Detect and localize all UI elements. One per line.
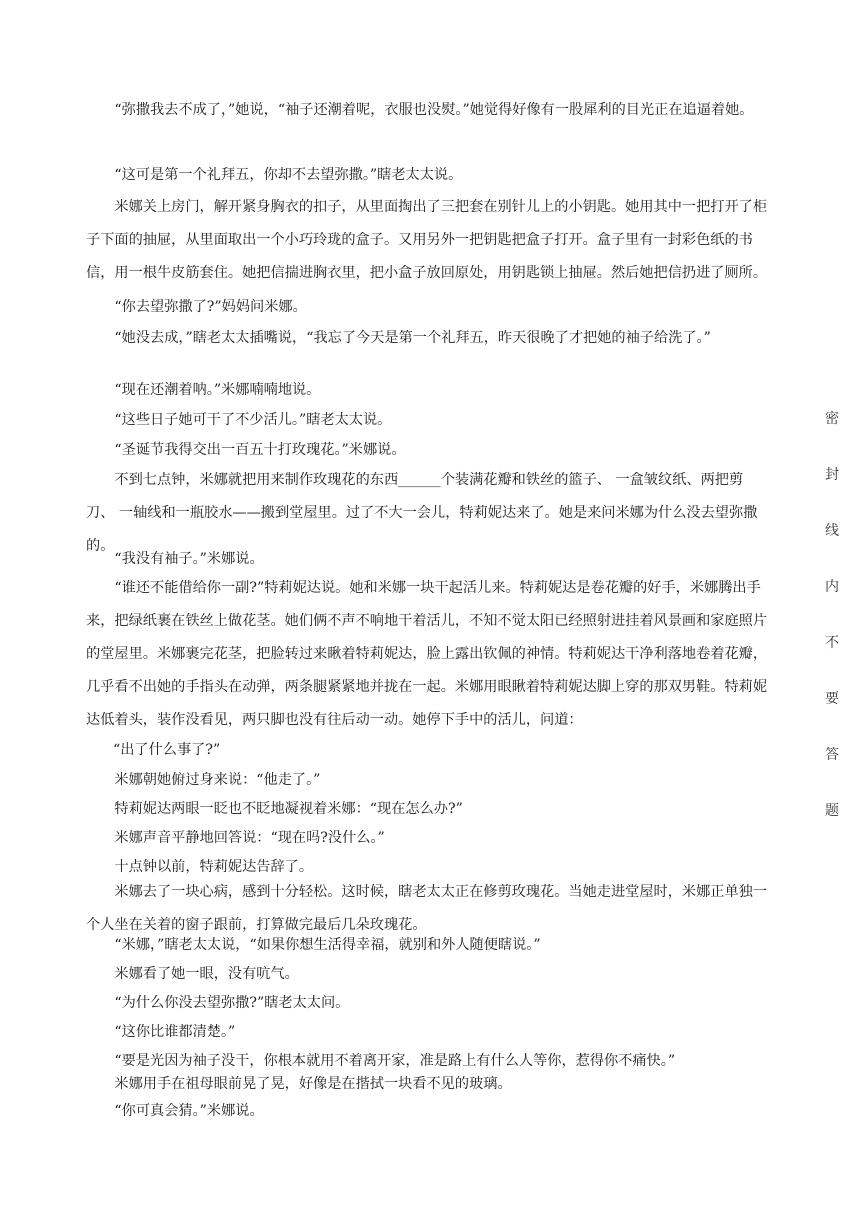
seal-char: 密 [825, 411, 839, 427]
paragraph: “米娜，”瞎老太太说，“如果你想生活得幸福，就别和外人随便瞎说。” [114, 937, 541, 953]
paragraph: 米娜看了她一眼，没有吭气。 [114, 966, 299, 982]
paragraph: “你可真会猜。”米娜说。 [114, 1103, 264, 1119]
paragraph: 十点钟以前，特莉妮达告辞了。 [114, 859, 314, 875]
paragraph: “这些日子她可干了不少活儿。”瞎老太太说。 [114, 412, 392, 428]
paragraph: 不到七点钟，米娜就把用来制作玫瑰花的东西______个装满花瓣和铁丝的篮子、 一盒皱纹纸、两把剪刀、 一轴线和一瓶胶水——搬到堂屋里。过了不大一会儿，特莉妮达来了。她是来问米娜为什么没去望弥撒的。 [86, 472, 758, 554]
paragraph: 米娜关上房门，解开紧身胸衣的扣子，从里面掏出了三把套在别针儿上的小钥匙。她用其中一把打开了柜子下面的抽屉，从里面取出一个小巧玲珑的盒子。又用另外一把钥匙把盒子打开。盒子里有一封彩色纸的书信，用一根牛皮筋套住。她把信揣进胸衣里，把小盒子放回原处，用钥匙锁上抽屉。然后她把信扔进了厕所。 [86, 199, 768, 281]
seal-char: 内 [825, 579, 839, 595]
paragraph: “谁还不能借给你一副?”特莉妮达说。她和米娜一块干起活儿来。特莉妮达是卷花瓣的好手，米娜腾出手来，把绿纸裹在铁丝上做花茎。她们俩不声不响地干着活儿，不知不觉太阳已经照射进挂着风景画和家庭照片的堂屋里。米娜裹完花茎，把脸转过来瞅着特莉妮达，脸上露出钦佩的神情。特莉妮达干净利落地卷着花瓣，几乎看不出她的手指头在动弹，两条腿紧紧地并拢在一起。米娜用眼瞅着特莉妮达脚上穿的那双男鞋。特莉妮达低着头，装作没看见，两只脚也没有往后动一动。她停下手中的活儿，问道： [86, 580, 768, 728]
paragraph: 米娜声音平静地回答说：“现在吗?没什么。” [114, 830, 385, 846]
paragraph: “她没去成，”瞎老太太插嘴说，“我忘了今天是第一个礼拜五，昨天很晚了才把她的袖子给洗了。” [114, 330, 711, 346]
paragraph: 米娜用手在祖母眼前晃了晃，好像是在揩拭一块看不见的玻璃。 [114, 1076, 512, 1092]
paragraph: “出了什么事了?” [112, 742, 221, 758]
paragraph: 特莉妮达两眼一眨也不眨地凝视着米娜：“现在怎么办?” [114, 801, 463, 817]
paragraph: “弥撒我去不成了，”她说，“袖子还潮着呢，衣服也没熨。”她觉得好像有一股犀利的目光正在追逼着她。 [114, 102, 754, 118]
paragraph: “你去望弥撒了?”妈妈问米娜。 [114, 299, 307, 315]
paragraph: “我没有袖子。”米娜说。 [114, 551, 264, 567]
seal-char: 答 [825, 747, 839, 763]
seal-char: 要 [825, 691, 839, 707]
seal-char: 封 [825, 467, 839, 483]
paragraph: “这可是第一个礼拜五，你却不去望弥撒。”瞎老太太说。 [114, 167, 463, 183]
paragraph: 米娜朝她俯过身来说：“他走了。” [114, 772, 321, 788]
paragraph: 米娜去了一块心病，感到十分轻松。这时候，瞎老太太正在修剪玫瑰花。当她走进堂屋时，米娜正单独一个人坐在关着的窗子跟前，打算做完最后几朵玫瑰花。 [86, 884, 768, 933]
seal-char: 线 [825, 523, 839, 539]
paragraph: “要是光因为袖子没干，你根本就用不着离开家，准是路上有什么人等你，惹得你不痛快。” [114, 1053, 676, 1069]
paragraph: “为什么你没去望弥撒?”瞎老太太问。 [114, 995, 350, 1011]
seal-char: 题 [825, 803, 839, 819]
paragraph: “圣诞节我得交出一百五十打玫瑰花。”米娜说。 [114, 442, 406, 458]
seal-char: 不 [825, 635, 839, 651]
paragraph: “现在还潮着呐。”米娜喃喃地说。 [114, 382, 321, 398]
paragraph: “这你比谁都清楚。” [114, 1024, 236, 1040]
